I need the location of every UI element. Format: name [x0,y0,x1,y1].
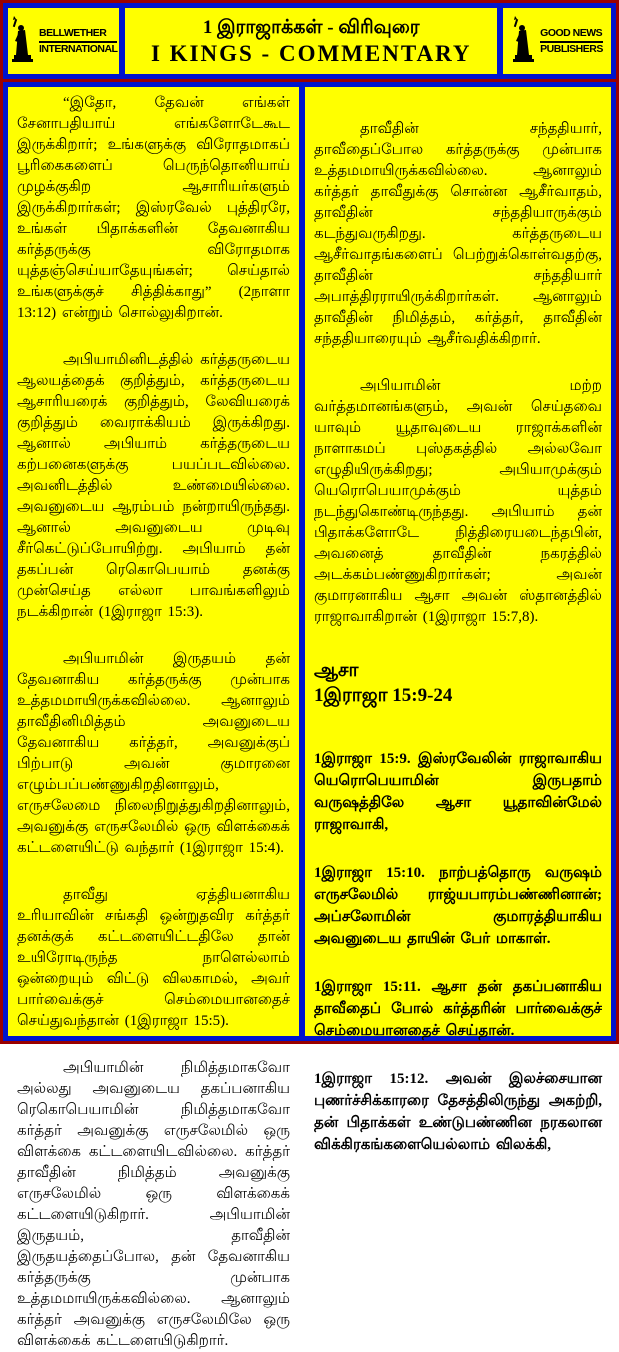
commentary-body [3,82,616,1349]
verse-15-10: 1இராஜா 15:10. நாற்பத்தொரு வருஷம் எருசலேமில் ராஜ்யபாரம்பண்ணினான்; அப்சலோமின் குமாரத்தியாகிய அவனுடைய தாயின் பேர் மாகாள். [314,865,602,947]
statue-icon [511,15,537,67]
bellwether-logo-line2: INTERNATIONAL [39,42,118,55]
page-title-english: I KINGS - COMMENTARY [150,40,472,66]
statue-icon [10,15,36,67]
section-heading-asa: ஆசா [314,660,359,681]
bellwether-logo [8,8,119,74]
good-news-logo-line1: GOOD NEWS [540,27,603,43]
page-title-tamil: 1 இராஜாக்கள் - விரிவுரை [202,16,420,38]
right-column [299,87,611,1153]
paragraph: அபியாமினிடத்தில் கர்த்தருடைய ஆலயத்தைக் குறித்தும், கர்த்தருடைய ஆசாரியரைக் குறித்தும், லேவியரைக் குறித்தும் வைராக்கியம் இருக்கிறது. ஆனால் அபியாம் கர்த்தருடைய கற்பனைகளுக்கு பயப்படவில்லை. அவனிடத்தில் உண்மையில்லை. அவனுடைய ஆரம்பம் நன்றாயிருந்தது. ஆனால் அவனுடைய முடிவு சீர்கெட்டுப்போயிற்று. அபியாம் தன் தகப்பன் ரெகொபெயாம் தனக்கு முன்செய்த எல்லா பாவங்களிலும் நடக்கிறான் (1இராஜா 15:3). [17,352,290,620]
paragraph: தாவீது ஏத்தியனாகிய உரியாவின் சங்கதி ஒன்றுதவிர கர்த்தர் தனக்குக் கட்டளையிட்டதிலே தான் உயிரோடிருந்த நாளெல்லாம் ஒன்றையும் விட்டு விலகாமல், அவர் பார்வைக்குச் செம்மையானதைச் செய்துவந்தான் (1இராஜா 15:5). [17,887,290,1029]
good-news-logo [503,8,611,74]
verse-15-11: 1இராஜா 15:11. ஆசா தன் தகப்பனாகிய தாவீதைப் போல் கர்த்தரின் பார்வைக்குச் செம்மையானதைச் செய்தான். [314,979,602,1039]
title-block [119,8,503,74]
good-news-logo-line2: PUBLISHERS [540,42,603,55]
left-column [8,87,299,1349]
paragraph: தாவீதின் சந்ததியார், தாவீதைப்போல கர்த்தருக்கு முன்பாக உத்தமமாயிருக்கவில்லை. ஆனாலும் கர்த்தர் தாவீதுக்கு சொன்ன ஆசீர்வாதம், தாவீதின் சந்ததியாருக்கும் கடந்துவருகிறது. கர்த்தருடைய ஆசீர்வாதங்களைப் பெற்றுக்கொள்வதற்கு, தாவீதின் சந்ததியார் அபாத்திரராயிருக்கிறார்கள். ஆனாலும் தாவீதின் நிமித்தம், கர்த்தர், தாவீதின் சந்ததியாரையும் ஆசீர்வதிக்கிறார். [314,121,602,347]
good-news-logo-text [540,27,603,56]
bellwether-logo-text [39,27,117,56]
verse-15-9: 1இராஜா 15:9. இஸ்ரவேலின் ராஜாவாகிய யெரொபெயாமின் இருபதாம் வருஷத்திலே ஆசா யூதாவின்மேல் ராஜாவாகி, [314,751,602,833]
paragraph: “இதோ, தேவன் எங்கள் சேனாபதியாய் எங்களோடேகூட இருக்கிறார்; உங்களுக்கு விரோதமாகப் பூரிகைகளைப் பெருந்தொனியாய் முழக்குகிற ஆசாரியர்களும் இருக்கிறார்கள்; இஸ்ரவேல் புத்திரரே, உங்கள் பிதாக்களின் தேவனாகிய கர்த்தருக்கு விரோதமாக யுத்தஞ்செய்யாதேயுங்கள்; செய்தால் உங்களுக்குச் சித்திக்காது” (2நாளா 13:12) என்றும் சொல்லுகிறான். [17,95,290,321]
section-verse-range: 1இராஜா 15:9-24 [314,685,453,706]
paragraph: அபியாமின் நிமித்தமாகவோ அல்லது அவனுடைய தகப்பனாகிய ரெகொபெயாமின் நிமித்தமாகவோ கர்த்தர் அவனுக்கு எருசலேமில் ஒரு விளக்கை கட்டளையிடவில்லை. கர்த்தர் தாவீதின் நிமித்தம் அவனுக்கு எருசலேமில் ஒரு விளக்கைக் கட்டளையிடுகிறார். அபியாமின் இருதயம், தாவீதின் இருதயத்தைப்போல, தன் தேவனாகிய கர்த்தருக்கு முன்பாக உத்தமமாயிருக்கவில்லை. ஆனாலும் கர்த்தர் அவனுக்கு எருசலேமிலே ஒரு விளக்கைக் கட்டளையிடுகிறார். [17,1060,290,1349]
verse-15-12: 1இராஜா 15:12. அவன் இலச்சையான புணர்ச்சிக்காரரை தேசத்திலிருந்து அகற்றி, தன் பிதாக்கள் உண்டுபண்ணின நரகலான விக்கிரகங்களையெல்லாம் விலக்கி, [314,1071,602,1153]
paragraph: அபியாமின் இருதயம் தன் தேவனாகிய கர்த்தருக்கு முன்பாக உத்தமமாயிருக்கவில்லை. ஆனாலும் தாவீதினிமித்தம் அவனுடைய தேவனாகிய கர்த்தர், அவனுக்குப் பிற்பாடு அவன் குமாரனை எழும்பப்பண்ணுகிறதினாலும், எருசலேமை நிலைநிறுத்துகிறதினாலும், அவனுக்கு எருசலேமில் ஒரு விளக்கைக் கட்டளையிட்டு வந்தார் (1இராஜா 15:4). [17,651,290,856]
bellwether-logo-line1: BELLWETHER [39,27,117,43]
paragraph: அபியாமின் மற்ற வர்த்தமானங்களும், அவன் செய்தவை யாவும் யூதாவுடைய ராஜாக்களின் நாளாகமப் புஸ்தகத்தில் அல்லவோ எழுதியிருக்கிறது; அபியாமுக்கும் யெரொபெயாமுக்கும் யுத்தம் நடந்துகொண்டிருந்தது. அபியாம் தன் பிதாக்களோடே நித்திரையடைந்தபின், அவனைத் தாவீதின் நகரத்தில் அடக்கம்பண்ணுகிறார்கள்; அவன் குமாரனாகிய ஆசா அவன் ஸ்தானத்தில் ராஜாவாகிறான் (1இராஜா 15:7,8). [314,378,602,625]
page-header [3,3,616,79]
